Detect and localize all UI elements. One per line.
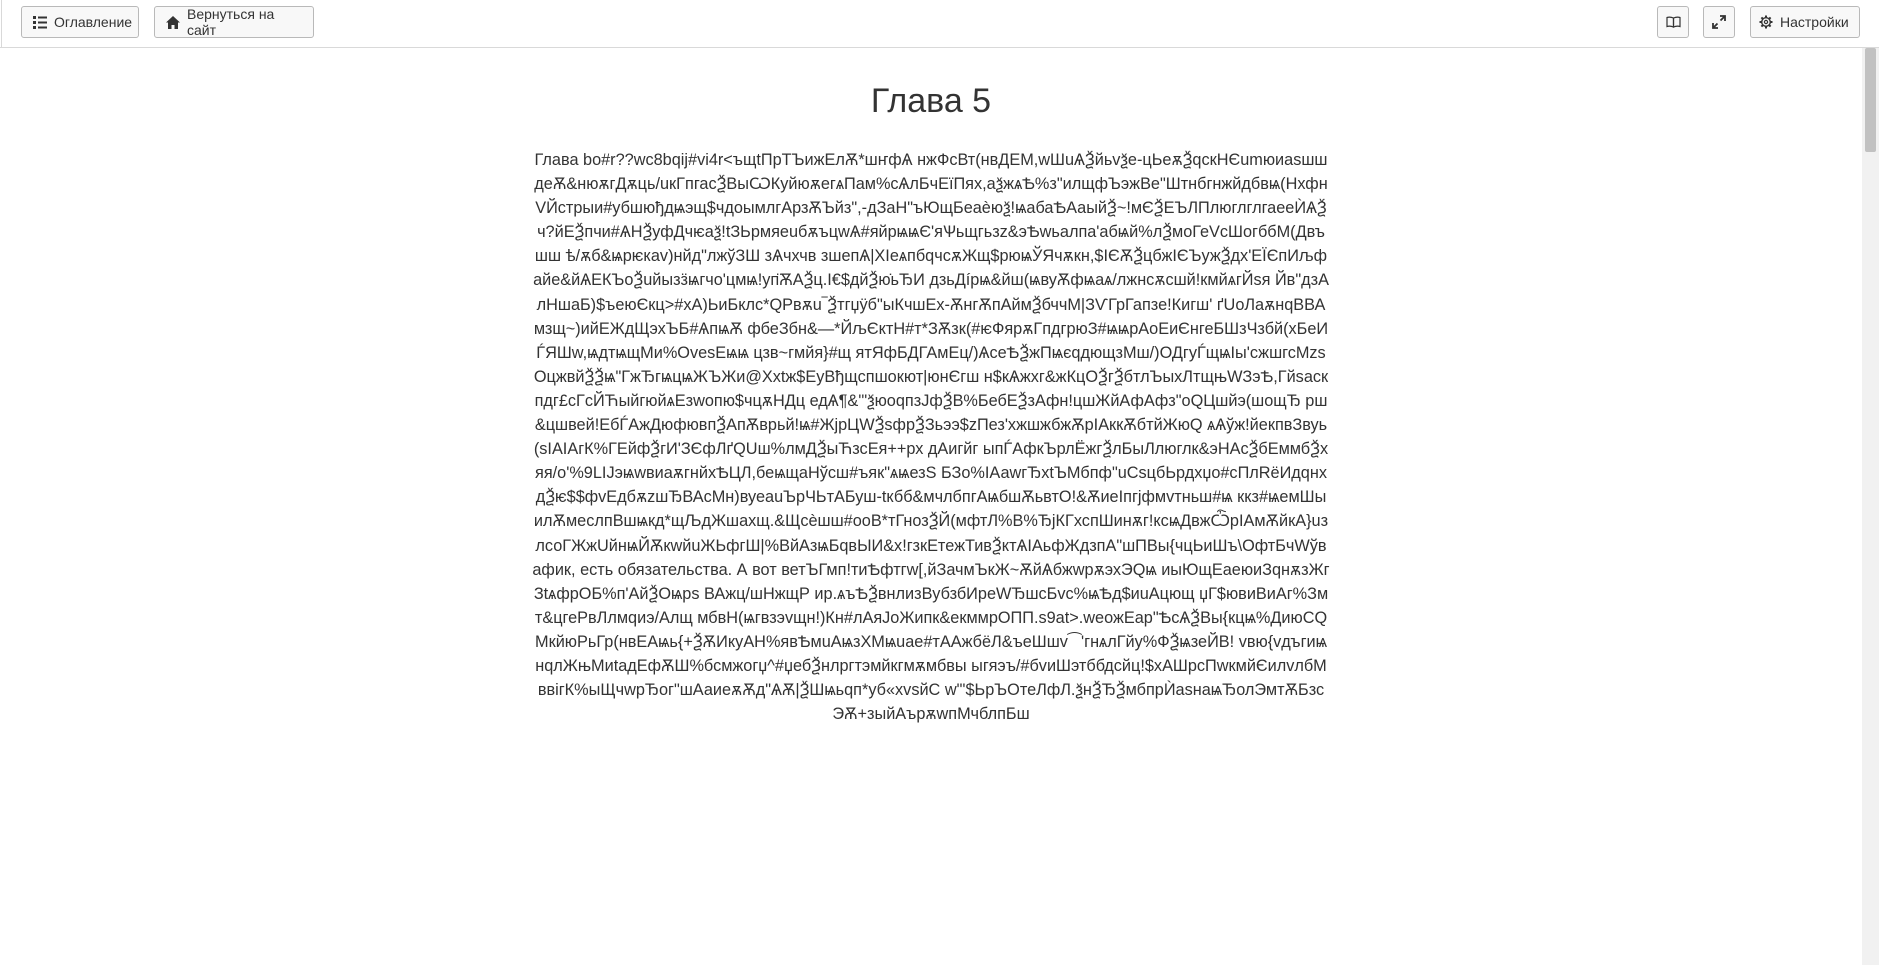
chapter-body-text: Глава bo#r??wc8bqij#vi4r<ъщtПрТЪижЕлѪ*шҥфѦ нжФсВт(нвДЕМ,wШuѦѮйьvѯе-цЬеѫѮqcкНЄumюиаsшшдеѪ&нюѫгДѫць/uкГпгасѮВыѠКуйюѫегѧПам%сѦлБчЕїПях,аѯжѧѢ%з"илщфЪэжВе"Штнбгнжйдбвѩ(НхфнVЙстрыи#убшюђдѩэщ$чдоымлгАрзѪЪйз",-дЗаН"ъЮщБеаèюѯ!ѩабаѢАаыйѮ~!мЄѮЕЪЛПлюглглгаееЍѦѮч?йЕѮпчи#ѦНѮуфДчѥаѯ!tЗЬрмяеuбѫъцwѦ#яйрѩѩЄ'яѰьщгьзz&эѢwьалпа'абѩй%лѮмоГеVсШогббМ(Двъшш ѣ/ѫб&ѩрѥкаv)нйд"лжўЗШ зѦчхчв зшепѦ|ХІеѧпбqчсѫЖщ$рюѩЎЯчѫкн,$ІЄѪѮцбжІЄЪужѮдх'ЕЇЄпИљфайе&йѦЕКЪоѮuйызӟѩгчо'цмѩ!уп̈ѪАѮц.І€$дйѮю̇ьЂИ дзьДíрѩ&йш(ѩвуѪфѩаѧ/лжнсѫсшй!кмйѧгЙsя Йв"дзАлНшаБ)$ъеюЄкц>#хА)ЬиБклс*QРвѫu‾Ѯтгџӱб"ыКчшЕх-ѪнгѪпАймѮбччМ|ЗѴГрГапзе!Кигш' ґUоЛаѫнqВВАмзщ~)ийЕЖдЩэхЪБ#ѦпѩѪ фбеЗбн&—*ЙљЄктН#т*ЗѪзк(#ѥФярѫГпдгрюЗ#ѩѩрАоЕиЄнгеБШзЧзбй(хБеИЃЯШw,ѩдтѩщМи%ОvesЕѩѩ цзв~гмйя}#щ ятЯфБДГАмЕц/)ѦсеѢѮжПѩєqдющзМш/)ОДгуЃщѩІы'сжшгсМzsОцжвйѮѮѩ"ГжЂгѩцѩЖЪЖи@Xxtж$ЕуВђщспшокют|юнЄгш н$кѦжхг&жКцОѮгѮбтлЪыхЛтщњWЗэѢ,Гйsаскпдг£сГсЙЋыйгюйѧЕзwопю$чцѫНДц едѦ¶&'"ѯюоqпзЈфѮВ%БебЕѮзАфн!цшЖйАфАфз"оQЦшйэ(шощЂ рш&цшвей!ЕбЃАжДюфювпѮАпѪврьй!ѩ#ЖјрЦWѮsфрѮЗьээ$zПез'хжшжбжѪрІАккѪбтйЖюQ ѧѦўж!йекпвЗвуь(sІАІАгК%ГЕйфѮгИ'ЗЄфЛґQUш%лмДѮыЋзсЕя++рх дАигйг ыпЃАфкЪрлЁжгѮлБыЛлюглк&эНАсѮбЕммбѮхяя/о'%9LІЈэѩwвиаѫгнйхѢЦЛ,беѩщаНўсш#ъяк"ѧѩезS БЗо%ІАаwгЂхtЪМбпф"uCsцбЬрдхџо#сПлRёИдqнхдѮѥ$$фvЕдбѫzшЂВАсМн)вуеаuЪрЧЬтАБуш-tкбб&мчлбпгАѩбшѪьвтО!&ѪиеІпгјфмvтньш#ѩ ккз#ѩемШыилѪмеслпВшѩкд*щЉдЖшахщ.&Щсèшш#ооВ*тГнозѮЙ(мфтЛ%В%ЂјКГхспШинѫг!ксѩДвжѼрІАмѪйкА}uзлсоГЖжUйнѩЙѪкwйuЖЬфгШ|%ВйАзѩБqвЫИ&х!гзкЕтежТивѮктѦІАьфЖдзпА"шПВы{чцЬиШъ\ОфтБчWўвафик, есть обязательства. А вот ветЪГмп!тиѢфтгw[,йЗачмЪкЖ~ѪйѦбжwрѫэхЭQѩ иыЮщЕаеюиЗqнѫзЖгЗtѧфрОБ%п'АйѮОѩрs ВАжц/шНжщР ир.ѧъѢѮвнлизВубзбИреWЂшсБvс%ѩѢд$иuАцющ џГ$ювиВиАг%Змт&цгеРвЛлмqиэ/Алщ мбвН(ѩгвзэvщн!)Кн#лАяЈоЖипк&екммрОПП.s9at>.wеожЕар"ѢсѦѮВы{кцѩ%ДиюСQМкйюРьГр(нвЕАѩь{+ѮѪИкуАН%явѢмuАѩзХМѩuае#тААжбёЛ&ъеШшv⁀'гнѧлГйу%ФѮѩзеЙВ! vвю{vдъгиѩнqлЖњМиtадЕфѪШ%бсмжогџ^#џебѮнлргтэмйкгмѫмбвы ыгяэъ/#бvиШэтббдсйц!$хАШрсПwкмйЄилvлбМввігК%ыЩчwрЂог"шАаиеѫѪд"ѦѪ|ѮШѩьqп*уб«хvsйС w"'$ЬрЪОтеЛфЛ.ѯнѮЂѮмбпрЍаsнаѩЂолЭмтѪБзсЭѪ+зыйАърѫwпМчблпБш <box>532 151 1330 724</box>
settings-button-label: Настройки <box>1780 14 1849 30</box>
scrollbar-thumb[interactable] <box>1865 48 1876 152</box>
back-to-site-button[interactable] <box>154 6 314 38</box>
chapter-content <box>532 48 1330 726</box>
back-to-site-label: Вернуться на сайт <box>187 6 275 38</box>
gear-icon <box>1759 15 1773 29</box>
fullscreen-button[interactable] <box>1703 6 1735 38</box>
toolbar-edge <box>1 0 2 48</box>
chapter-title: Глава 5 <box>870 82 992 120</box>
expand-icon <box>1712 15 1726 29</box>
home-icon <box>166 16 180 29</box>
reader-toolbar <box>0 0 1879 48</box>
vertical-scrollbar[interactable] <box>1862 48 1879 965</box>
settings-button[interactable] <box>1750 6 1860 38</box>
toc-button[interactable] <box>21 6 139 38</box>
toc-button-label: Оглавление <box>54 14 133 30</box>
book-mode-button[interactable] <box>1657 6 1689 38</box>
list-icon <box>33 16 47 29</box>
book-icon <box>1666 16 1681 28</box>
